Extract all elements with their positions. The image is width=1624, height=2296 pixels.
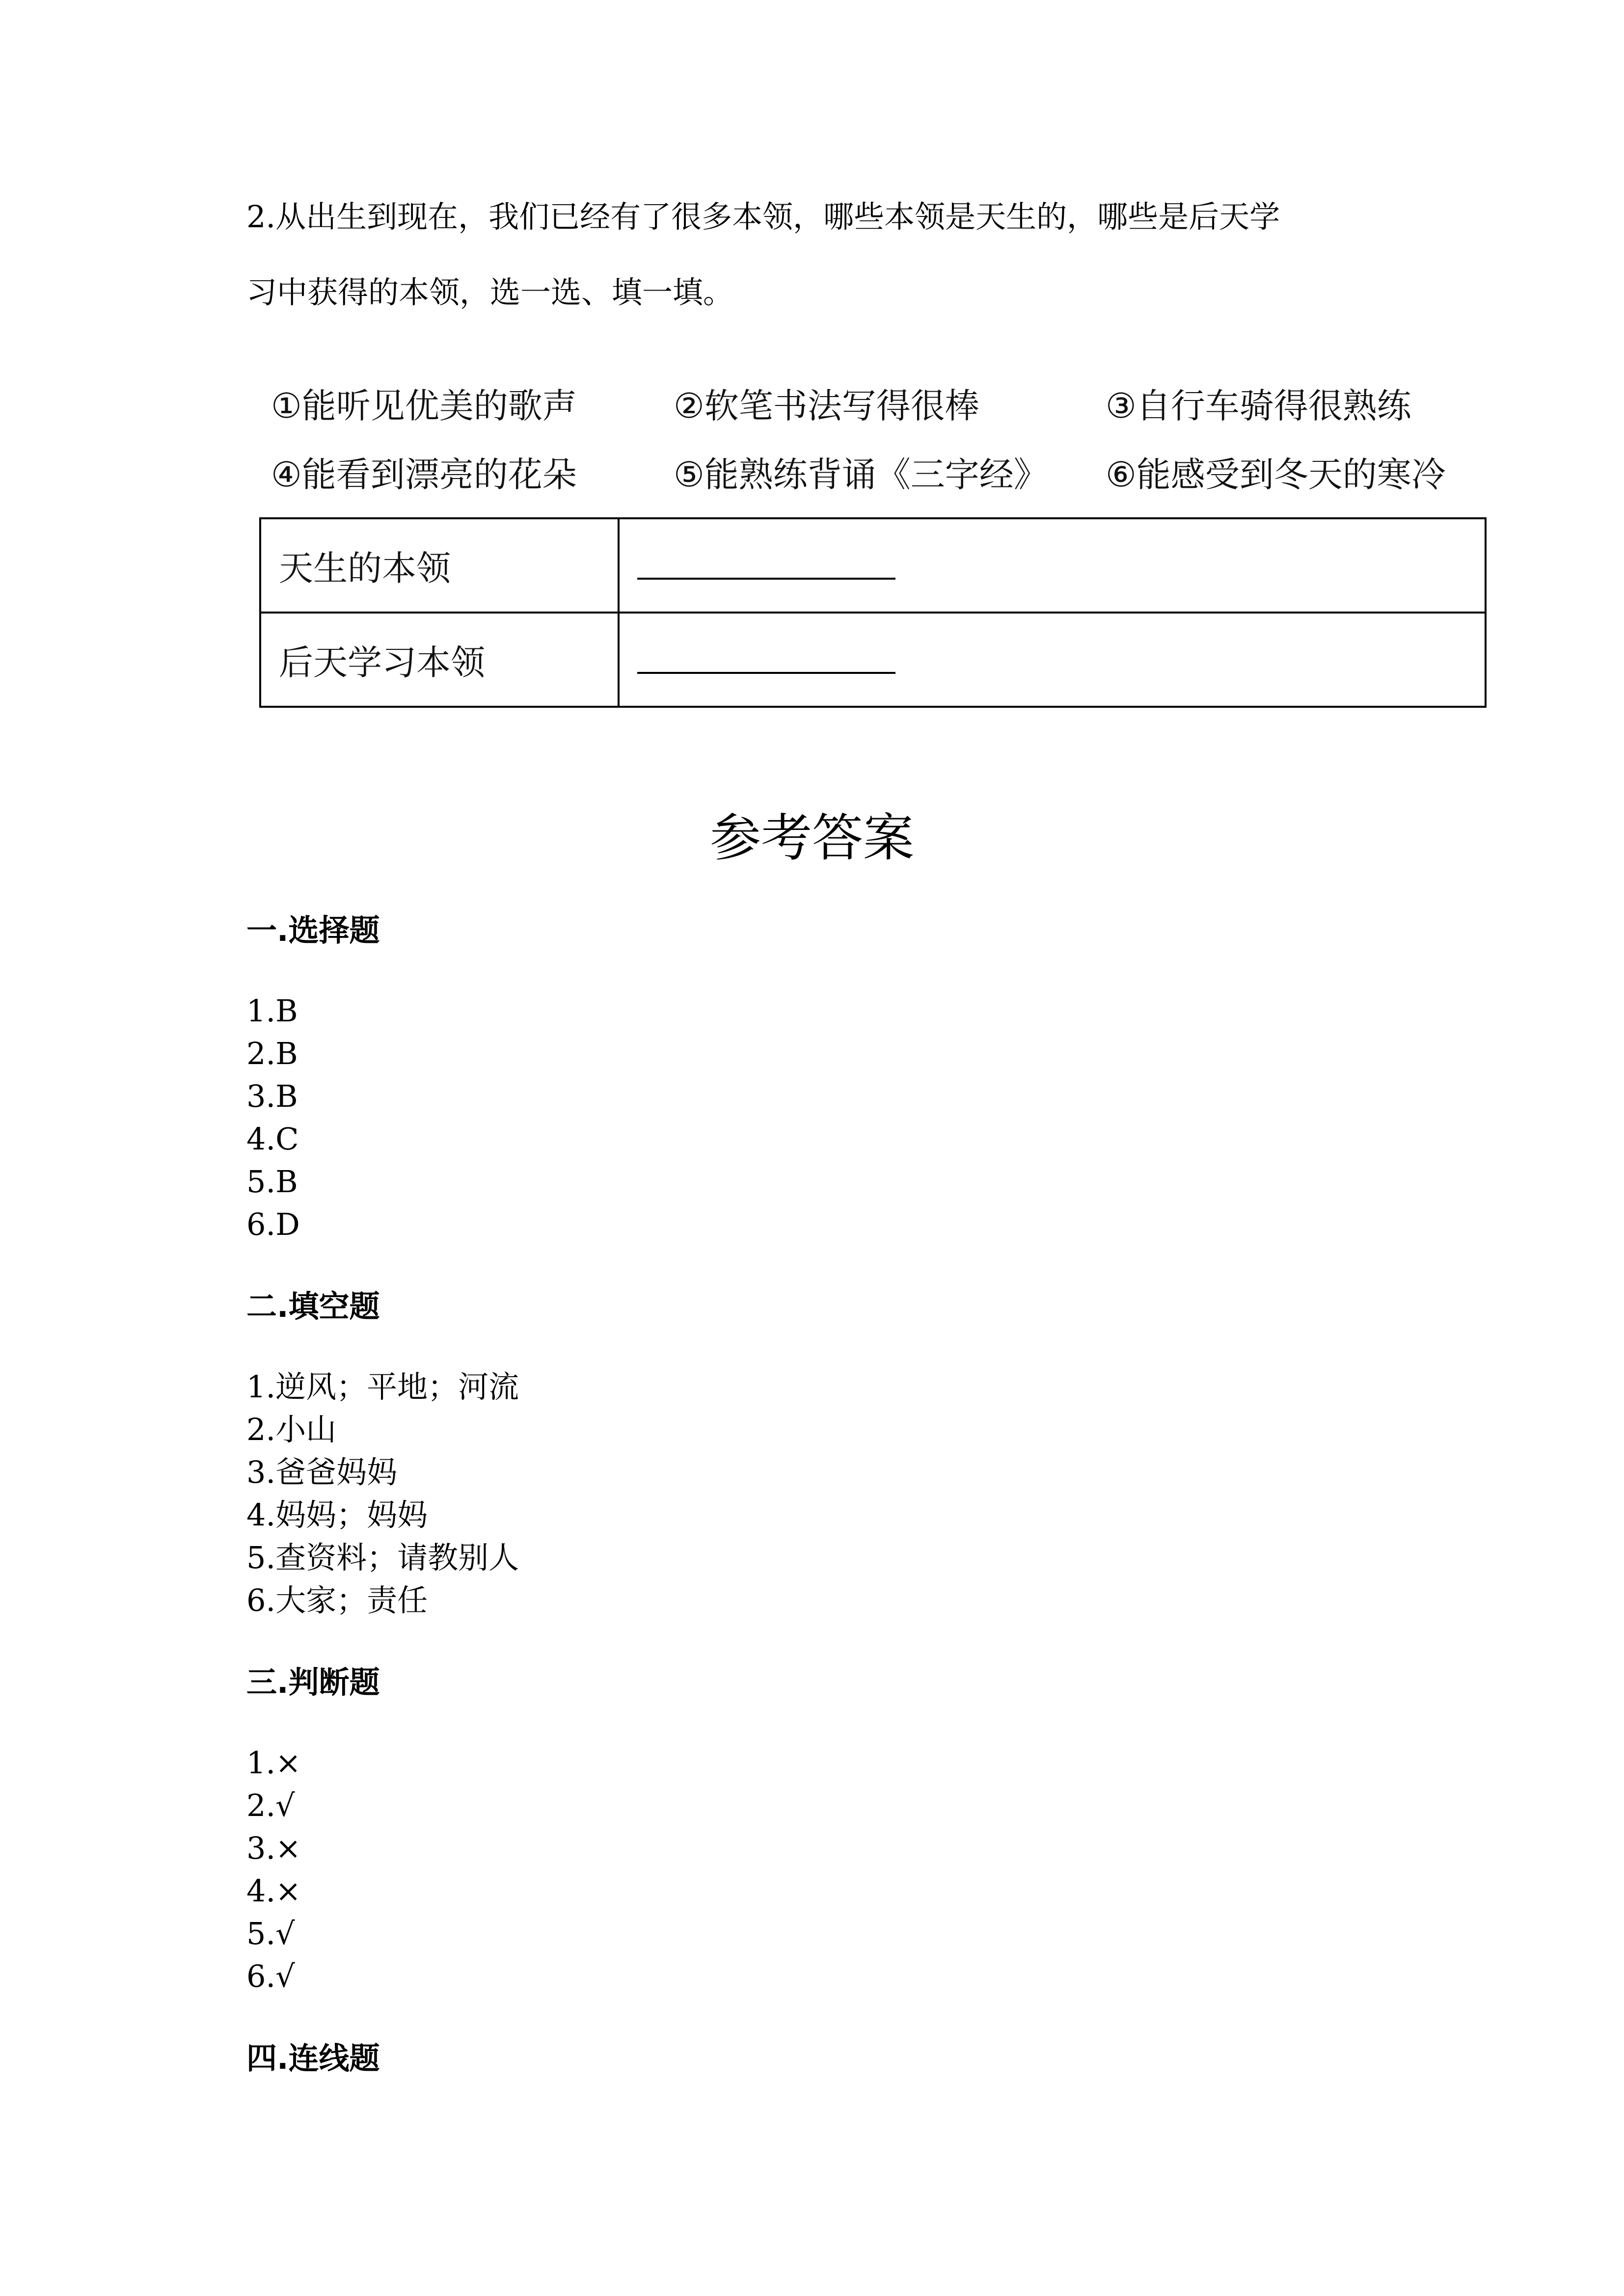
answer-item: 4.× — [246, 1873, 301, 1909]
answer-item: 4.妈妈；妈妈 — [246, 1497, 428, 1533]
answer-item: 3.爸爸妈妈 — [246, 1454, 398, 1490]
answer-item: 6.√ — [246, 1958, 295, 1994]
answer-item: 2.B — [246, 1036, 298, 1071]
table-row-learned — [260, 613, 1486, 707]
answer-blank-line[interactable] — [637, 672, 895, 674]
ability-classification-table — [259, 517, 1487, 708]
option-3: ③自行车骑得很熟练 — [1106, 386, 1411, 426]
answer-item: 3.× — [246, 1830, 301, 1866]
question-2-text-line-2: 习中获得的本领，选一选、填一填。 — [246, 274, 734, 310]
innate-ability-answer-cell[interactable] — [619, 518, 1486, 613]
answer-item: 5.B — [246, 1164, 298, 1200]
learned-ability-label: 后天学习本领 — [260, 613, 619, 707]
answer-item: 5.√ — [246, 1916, 295, 1951]
answer-section-fill-blank — [246, 1287, 1425, 1622]
answer-item: 5.查资料；请教别人 — [246, 1540, 519, 1575]
answer-item: 2.小山 — [246, 1412, 337, 1447]
question-2-text-line-1: 2.从出生到现在，我们已经有了很多本领，哪些本领是天生的，哪些是后天学 — [246, 199, 1280, 235]
option-4: ④能看到漂亮的花朵 — [271, 454, 577, 495]
answer-item: 6.D — [246, 1206, 300, 1242]
section-heading: 二.填空题 — [246, 1288, 380, 1324]
answer-item: 4.C — [246, 1121, 299, 1157]
option-5: ⑤能熟练背诵《三字经》 — [674, 454, 1048, 495]
option-6: ⑥能感受到冬天的寒冷 — [1106, 454, 1446, 495]
answer-section-choice — [246, 911, 1425, 1246]
answer-item: 1.× — [246, 1745, 301, 1781]
answer-item: 1.B — [246, 993, 298, 1029]
learned-ability-answer-cell[interactable] — [619, 613, 1486, 707]
answer-item: 1.逆风；平地；河流 — [246, 1369, 519, 1405]
answer-section-true-false — [246, 1663, 1425, 1998]
answer-item: 6.大家；责任 — [246, 1582, 428, 1618]
innate-ability-label: 天生的本领 — [260, 518, 619, 613]
options-row-2 — [271, 453, 1489, 521]
answer-item: 3.B — [246, 1078, 298, 1114]
options-row-1 — [271, 384, 1489, 453]
answer-blank-line[interactable] — [637, 578, 895, 580]
answer-key-title: 参考答案 — [709, 808, 914, 868]
answer-item: 2.√ — [246, 1788, 295, 1823]
option-2: ②软笔书法写得很棒 — [674, 386, 979, 426]
table-row-innate — [260, 518, 1486, 613]
answer-list — [246, 1741, 1425, 1998]
section-heading: 四.连线题 — [246, 2040, 380, 2076]
answer-list — [246, 1365, 1425, 1622]
option-1: ①能听见优美的歌声 — [271, 386, 577, 426]
section-heading: 三.判断题 — [246, 1664, 380, 1700]
question-2-options — [271, 384, 1489, 521]
answer-list — [246, 989, 1425, 1246]
answer-section-matching — [246, 2039, 1425, 2078]
section-heading: 一.选择题 — [246, 912, 380, 948]
